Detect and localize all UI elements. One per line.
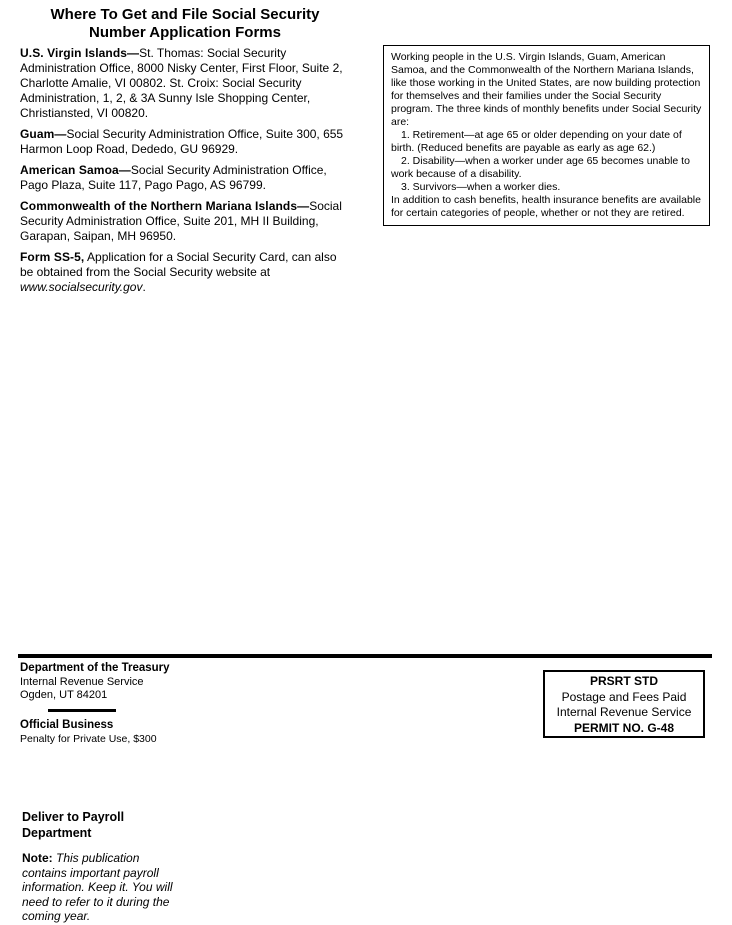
paragraph-guam <box>20 127 352 157</box>
page-title-line-1: Where To Get and File Social Security <box>50 6 320 23</box>
note-text: This publication contains important payroll information. Keep it. You will need to refer to it during the coming year. <box>22 851 173 923</box>
note-label: Note: <box>22 851 53 865</box>
paragraph-us-virgin-islands <box>20 46 352 121</box>
paragraph-text: Social Security Administration Office, Suite 201, MH II Building, Garapan, Saipan, MH 96950. <box>20 199 342 243</box>
benefits-outro: In addition to cash benefits, health insurance benefits are available for certain categories of people, whether or not they are retired. <box>391 194 701 219</box>
paragraph-text: Social Security Administration Office, Pago Plaza, Suite 117, Pago Pago, AS 96799. <box>20 163 327 192</box>
benefit-item-retirement: 1. Retirement—at age 65 or older depending on your date of birth. (Reduced benefits are payable as early as age 62.) <box>391 129 682 154</box>
benefits-intro: Working people in the U.S. Virgin Islands, Guam, American Samoa, and the Commonwealth of the Northern Mariana Islands, like those working in the United States, are now building protection for themselves and their families under the Social Security program. The three kinds of monthly benefits under Social Security are: <box>391 51 702 128</box>
office-address-list <box>20 40 352 295</box>
return-address-block <box>20 662 170 747</box>
paragraph-lead: American Samoa— <box>20 163 131 177</box>
deliver-heading-line-1: Deliver to Payroll <box>22 810 125 824</box>
paragraph-lead: Commonwealth of the Northern Mariana Islands— <box>20 199 310 213</box>
social-security-benefits-box <box>383 45 710 226</box>
address-divider-rule <box>48 709 116 712</box>
paragraph-american-samoa <box>20 163 352 193</box>
publication-note <box>22 851 184 924</box>
deliver-heading-line-2: Department <box>22 825 92 840</box>
postage-paid-label: Postage and Fees Paid <box>561 689 687 704</box>
permit-number-label: PERMIT NO. G-48 <box>573 720 674 735</box>
footer-divider-rule <box>18 654 712 658</box>
irs-address: Ogden, UT 84201 <box>20 689 108 701</box>
page-title-line-2: Number Application Forms <box>89 23 281 41</box>
paragraph-lead: U.S. Virgin Islands— <box>20 46 140 60</box>
penalty-notice: Penalty for Private Use, $300 <box>20 733 157 745</box>
paragraph-text-tail: . <box>142 280 146 294</box>
paragraph-text: Social Security Administration Office, Suite 300, 655 Harmon Loop Road, Dededo, GU 96929. <box>20 127 344 156</box>
page-title <box>20 6 350 41</box>
official-business-label: Official Business <box>20 718 114 731</box>
paragraph-lead: Form SS-5, <box>20 250 85 264</box>
deliver-to-payroll-heading <box>22 810 124 841</box>
benefit-item-survivors: 3. Survivors—when a worker dies. <box>401 181 561 193</box>
postage-permit-box <box>543 670 705 738</box>
paragraph-text: St. Thomas: Social Security Administration Office, 8000 Nisky Center, First Floor, Suite 2, Charlotte Amalie, VI 00802. St. Croix: Social Security Administration, 1, 2, & 3A Sunny Isle Shopping Center, Christiansted, VI 00820. <box>20 46 343 120</box>
paragraph-text: Application for a Social Security Card, can also be obtained from the Social Security website at <box>20 250 337 279</box>
benefit-item-disability: 2. Disability—when a worker under age 65 becomes unable to work because of a disability. <box>391 155 690 180</box>
paragraph-lead: Guam— <box>20 127 67 141</box>
paragraph-form-ss5 <box>20 250 352 295</box>
treasury-department-label: Department of the Treasury <box>20 662 170 674</box>
presort-standard-label: PRSRT STD <box>589 674 658 688</box>
irs-label: Internal Revenue Service <box>20 675 144 688</box>
paragraph-northern-mariana-islands <box>20 199 352 244</box>
permit-irs-label: Internal Revenue Service <box>556 705 692 719</box>
website-url: www.socialsecurity.gov <box>20 280 143 294</box>
